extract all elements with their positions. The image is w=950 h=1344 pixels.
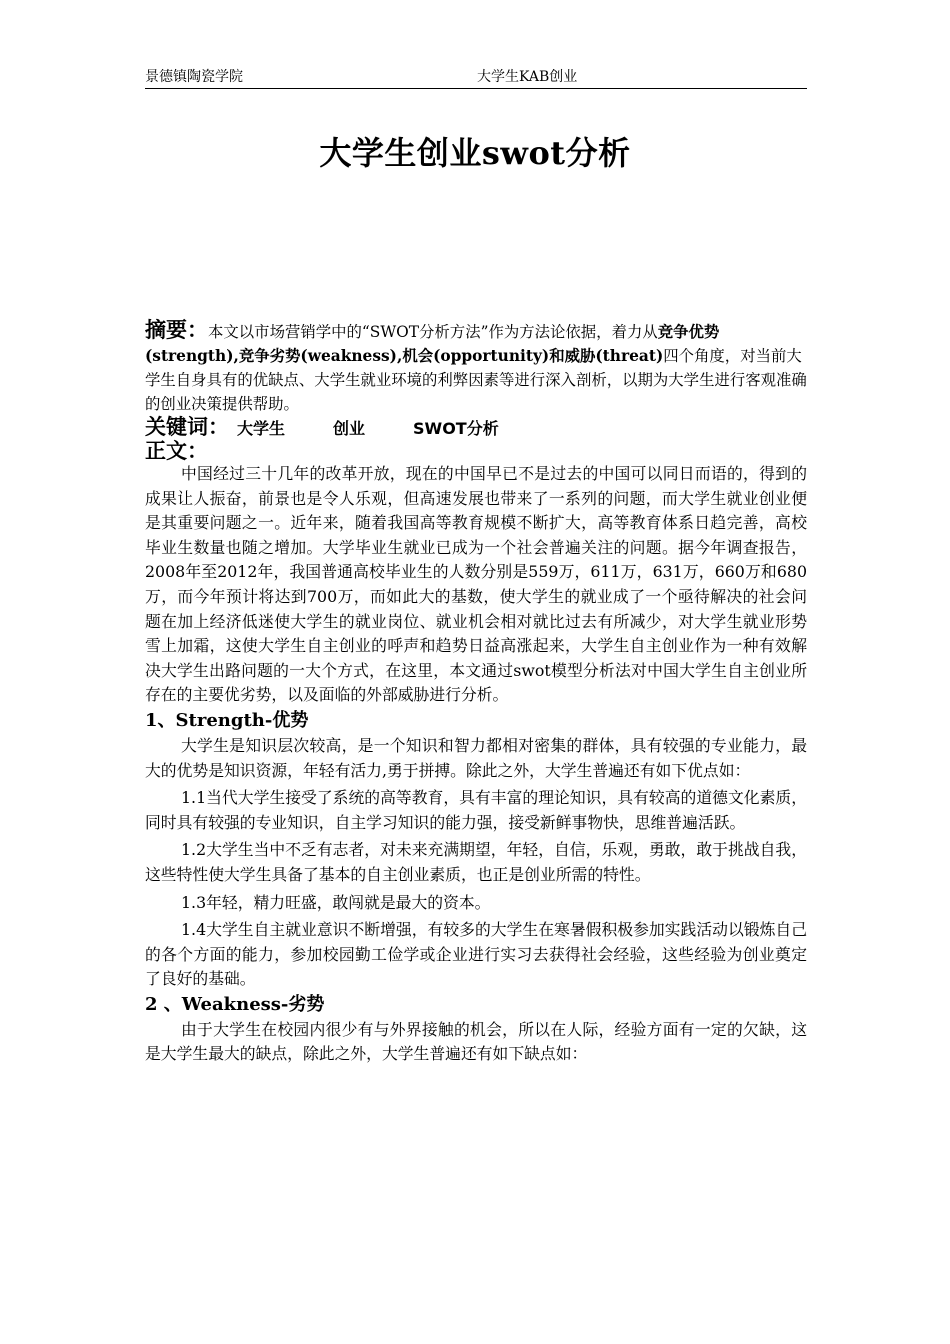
abstract-label: 摘要：: [145, 318, 208, 342]
abstract-text-after: 四个角度，对当前大学生自身具有的优缺点、大学生就业环境的利弊因素等进行深入剖析，以期为大学生进行客观准确的创业决策提供帮助。: [145, 347, 807, 413]
document-title: 大学生创业swot分析: [319, 134, 631, 172]
keywords-label: 关键词：: [145, 415, 229, 439]
section-heading-strength: 1、Strength-优势: [145, 709, 309, 731]
page-header: [145, 64, 807, 89]
header-course: 大学生KAB创业: [477, 69, 578, 85]
body-label: 正文：: [145, 439, 208, 463]
strength-point: 1.4大学生自主就业意识不断增强，有较多的大学生在寒暑假积极参加实践活动以锻炼自己的各个方面的能力，参加校园勤工俭学或企业进行实习去获得社会经验，这些经验为创业奠定了良好的基础。: [145, 920, 807, 989]
keywords-line: [145, 416, 807, 440]
keyword-item: 大学生: [237, 419, 286, 438]
section-heading-weakness: 2 、Weakness-劣势: [145, 993, 325, 1015]
abstract-text-bold: 竞争优势(strength),竞争劣势(weakness),机会(opportunity)和威胁(threat): [145, 323, 720, 365]
strength-paragraph: 大学生是知识层次较高，是一个知识和智力都相对密集的群体，具有较强的专业能力，最大的优势是知识资源，年轻有活力,勇于拼搏。除此之外，大学生普遍还有如下优点如：: [145, 735, 807, 780]
abstract-paragraph: [145, 318, 807, 416]
abstract-text-before: 本文以市场营销学中的“SWOT分析方法”作为方法论依据，着力从: [208, 323, 658, 341]
header-institution: 景德镇陶瓷学院: [145, 69, 243, 85]
weakness-paragraph: 由于大学生在校园内很少有与外界接触的机会，所以在人际，经验方面有一定的欠缺，这是大学生最大的缺点，除此之外，大学生普遍还有如下缺点如：: [145, 1019, 807, 1064]
keyword-item: 创业: [333, 419, 366, 438]
strength-point: 1.1当代大学生接受了系统的高等教育，具有丰富的理论知识，具有较高的道德文化素质，同时具有较强的专业知识，自主学习知识的能力强，接受新鲜事物快，思维普遍活跃。: [145, 788, 807, 832]
strength-point: 1.3年轻，精力旺盛，敢闯就是最大的资本。: [181, 892, 491, 912]
intro-paragraph: 中国经过三十几年的改革开放，现在的中国早已不是过去的中国可以同日而语的，得到的成果让人振奋，前景也是令人乐观，但高速发展也带来了一系列的问题，而大学生就业创业便是其重要问题之一。近年来，随着我国高等教育规模不断扩大，高等教育体系日趋完善，高校毕业生数量也随之增加。大学毕业生就业已成为一个社会普遍关注的问题。据今年调查报告，2008年至2012年，我国普通高校毕业生的人数分别是559万，611万，631万，660万和680万，而今年预计将达到700万，而如此大的基数，使大学生的就业成了一个亟待解决的社会问题在加上经济低迷使大学生的就业岗位、就业机会相对就比过去有所减少，对大学生就业形势雪上加霜，这使大学生自主创业的呼声和趋势日益高涨起来，大学生自主创业作为一种有效解决大学生出路问题的一大个方式，在这里，本文通过swot模型分析法对中国大学生自主创业所存在的主要优劣势，以及面临的外部威胁进行分析。: [145, 464, 807, 705]
document-body: [145, 318, 807, 1067]
strength-point: 1.2大学生当中不乏有志者，对未来充满期望，年轻，自信，乐观，勇敢，敢于挑战自我，这些特性使大学生具备了基本的自主创业素质，也正是创业所需的特性。: [145, 840, 807, 884]
keyword-item: SWOT分析: [413, 419, 499, 438]
